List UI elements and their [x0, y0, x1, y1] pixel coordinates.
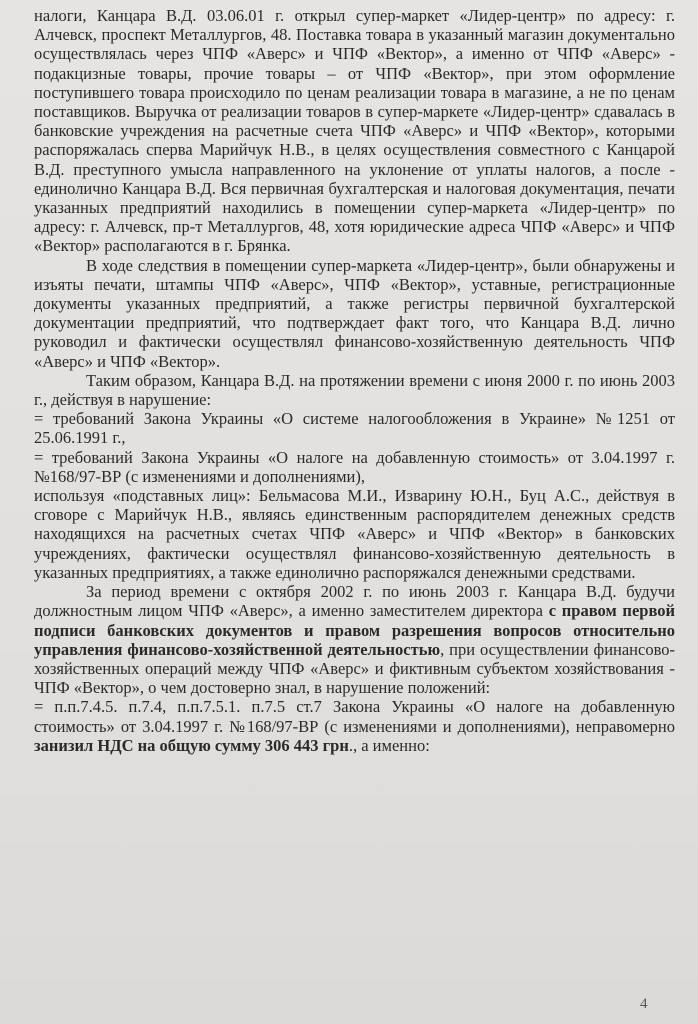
paragraph-3: Таким образом, Канцара В.Д. на протяжении времени с июня 2000 г. по июнь 2003 г., действуя в нарушение:: [34, 370, 675, 410]
law-item-1: = требований Закона Украины «О системе налогообложения в Украине» №1251 от 25.06.1991 г.,: [34, 409, 675, 448]
law-item-2: = требований Закона Украины «О налоге на добавленную стоимость» от 3.04.1997 г. №168/97-ВР (с изменениями и дополнениями),: [34, 447, 675, 486]
paragraph-2: В ходе следствия в помещении супер-маркета «Лидер-центр», были обнаружены и изъяты печати, штампы ЧПФ «Аверс», ЧПФ «Вектор», уставные, регистрационные документы указанных предприятий, а также регистры первичной бухгалтерской документации предприятий, что подтверждает факт того, что Канцара В.Д. лично руководил и фактически осуществлял финансово-хозяйственную деятельность ЧПФ «Аверс» и ЧПФ «Вектор».: [34, 255, 675, 371]
paragraph-5: За период времени с октября 2002 г. по июнь 2003 г. Канцара В.Д. будучи должностным лицом ЧПФ «Аверс», а именно заместителем директора с правом первой подписи банковских документов и правом разрешения вопросов относительно управления финансово-хозяйственной деятельностью, при осуществлении финансово-хозяйственных операций между ЧПФ «Аверс» и фиктивным субъектом хозяйствования - ЧПФ «Вектор», о чем достоверно знал, в нарушение положений:: [34, 582, 676, 698]
paragraph-4: используя «подставных лиц»: Бельмасова М.И., Изварину Ю.Н., Буц А.С., действуя в сговоре с Марийчук Н.В., являясь единственным распорядителем денежных средств находящихся на расчетных счетах ЧПФ «Аверс» и ЧПФ «Вектор» в банковских учреждениях, фактически осуществлял финансово-хозяйственную деятельность в указанных предприятиях, а также единолично распоряжался денежными средствами.: [34, 486, 675, 582]
page-number: 4: [640, 996, 648, 1012]
paragraph-1: налоги, Канцара В.Д. 03.06.01 г. открыл супер-маркет «Лидер-центр» по адресу: г. Алчевск, проспект Металлургов, 48. Поставка товара в указанный магазин документально осуществлялась через ЧПФ «Аверс» и ЧПФ «Вектор», а именно от ЧПФ «Аверс» - подакцизные товары, прочие товары – от ЧПФ «Вектор», при этом оформление поступившего товара происходило по ценам реализации товара в магазине, а не по ценам поставщиков. Выручка от реализации товаров в супер-маркете «Лидер-центр» сдавалась в банковские учреждения на расчетные счета ЧПФ «Аверс» и ЧПФ «Вектор», которыми распоряжалась сперва Марийчук Н.В., в целях осуществления совместного с Канцарой В.Д. преступного умысла направленного на уклонение от уплаты налогов, а после - единолично Канцара В.Д. Вся первичная бухгалтерская и налоговая документация, печати указанных предприятий находились в помещении супер-маркета «Лидер-центр» по адресу: г. Алчевск, пр-т Металлургов, 48, хотя юридические адреса ЧПФ «Аверс» и ЧПФ «Вектор» располагаются в г. Брянка.: [34, 6, 675, 256]
document-text: [34, 6, 675, 755]
law-item-3: = п.п.7.4.5. п.7.4, п.п.7.5.1. п.7.5 ст.7 Закона Украины «О налоге на добавленную стоимость» от 3.04.1997 г. №168/97-ВР (с изменениями и дополнениями), неправомерно занизил НДС на общую сумму 306 443 грн., а именно:: [34, 697, 675, 755]
